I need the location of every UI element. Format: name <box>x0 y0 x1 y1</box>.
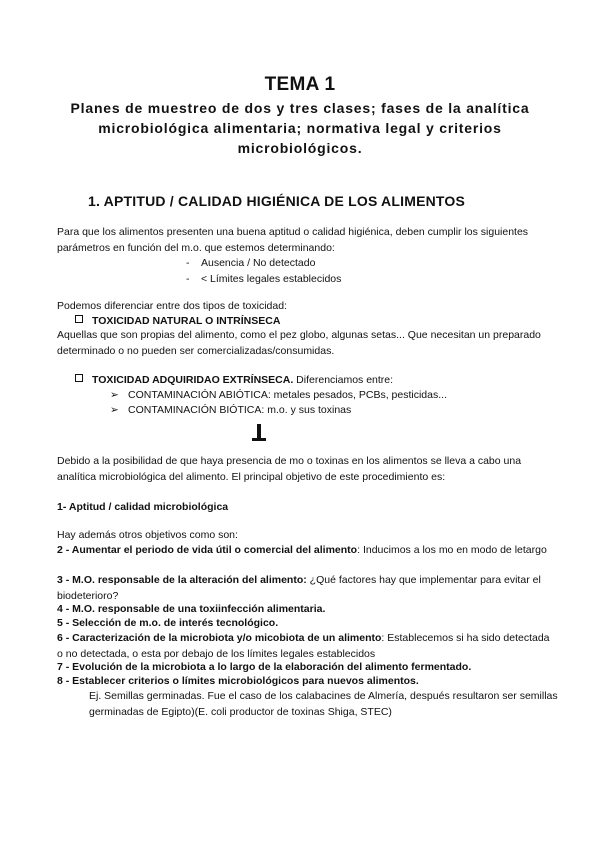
down-arrow-icon <box>252 424 266 444</box>
objective-number: 2 - <box>57 544 72 556</box>
param-absence: Ausencia / No detectado <box>201 257 316 269</box>
objective-title: M.O. responsable de una toxiinfección alimentaria. <box>72 603 326 615</box>
acquired-toxicity-item <box>75 372 393 388</box>
list-dash: - <box>186 273 190 285</box>
objective-title: Caracterización de la microbiota y/o micobiota de un alimento <box>72 632 382 644</box>
page-title: TEMA 1 <box>264 74 336 95</box>
objective-title: Selección de m.o. de interés tecnológico. <box>72 617 279 629</box>
objective-number: 8 - <box>57 675 73 687</box>
main-objective: 1- Aptitud / calidad microbiológica <box>57 501 229 513</box>
example-paragraph: Ej. Semillas germinadas. Fue el caso de los calabacines de Almería, después resultaron ser semillas germinadas de Egipto)(E. coli productor de toxinas Shiga, STEC) <box>89 690 558 718</box>
objective-item <box>57 630 557 662</box>
toxicity-intro: Podemos diferenciar entre dos tipos de toxicidad: <box>57 300 287 312</box>
objective-number: 4 - <box>57 603 73 615</box>
objective-number: 7 - <box>57 661 73 673</box>
contamination-biotic <box>110 402 351 418</box>
objective-title: Establecer criterios o límites microbiológicos para nuevos alimentos. <box>72 675 419 687</box>
objective-title: Evolución de la microbiota a lo largo de la elaboración del alimento fermentado. <box>72 661 472 673</box>
analysis-paragraph: Debido a la posibilidad de que haya presencia de mo o toxinas en los alimentos se lleva a cabo una analítica microbiológica del alimento. El principal objetivo de este procedimiento es: <box>57 455 522 483</box>
section-heading: 1. APTITUD / CALIDAD HIGIÉNICA DE LOS ALIMENTOS <box>88 193 466 209</box>
intro-paragraph: Para que los alimentos presenten una buena aptitud o calidad higiénica, deben cumplir los siguientes parámetros en función del m.o. que estemos determinando: <box>57 226 529 254</box>
param-legal-limits: < Límites legales establecidos <box>201 273 342 285</box>
checkbox-bullet-icon <box>75 374 83 382</box>
objective-detail: ¿Qué factores hay que implementar para evitar el biodeterioro? <box>57 574 541 602</box>
arrowhead-bullet-icon: ➢ <box>110 389 119 401</box>
natural-toxicity-label: TOXICIDAD NATURAL O INTRÍNSECA <box>92 315 281 327</box>
objective-item <box>57 572 557 604</box>
objective-number: 3 - <box>57 574 73 586</box>
contamination-biotic-text: CONTAMINACIÓN BIÓTICA: m.o. y sus toxinas <box>128 404 352 416</box>
acquired-toxicity-suffix: Diferenciamos entre: <box>293 374 394 386</box>
contamination-abiotic-text: CONTAMINACIÓN ABIÓTICA: metales pesados, PCBs, pesticidas... <box>128 389 447 401</box>
checkbox-bullet-icon <box>75 315 83 323</box>
objective-detail: : Establecemos si ha sido detectada o no detectada, o esta por debajo de los límites legales establecidos <box>57 632 550 660</box>
arrowhead-bullet-icon: ➢ <box>110 404 119 416</box>
natural-toxicity-description: Aquellas que son propias del alimento, como el pez globo, algunas setas... Que necesitan un preparado determinado o no pueden ser comercializadas/consumidas. <box>57 329 541 357</box>
objective-number: 5 - <box>57 617 73 629</box>
acquired-toxicity-label: TOXICIDAD ADQUIRIDAO EXTRÍNSECA. <box>92 374 294 386</box>
objective-item <box>57 542 557 558</box>
page-subtitle: Planes de muestreo de dos y tres clases; fases de la analítica microbiológica alimentaria; normativa legal y criterios microbiológicos. <box>70 100 530 156</box>
objective-number: 6 - <box>57 632 73 644</box>
objective-title: Aumentar el periodo de vida útil o comercial del alimento <box>71 544 358 556</box>
objective-title: M.O. responsable de la alteración del alimento: <box>72 574 307 586</box>
objective-detail: : Inducimos a los mo en modo de letargo <box>357 544 547 556</box>
other-objectives-intro: Hay además otros objetivos como son: <box>57 529 238 541</box>
objective-item <box>57 615 557 631</box>
list-dash: - <box>186 257 190 269</box>
contamination-abiotic <box>110 387 447 403</box>
objective-item <box>57 673 557 689</box>
